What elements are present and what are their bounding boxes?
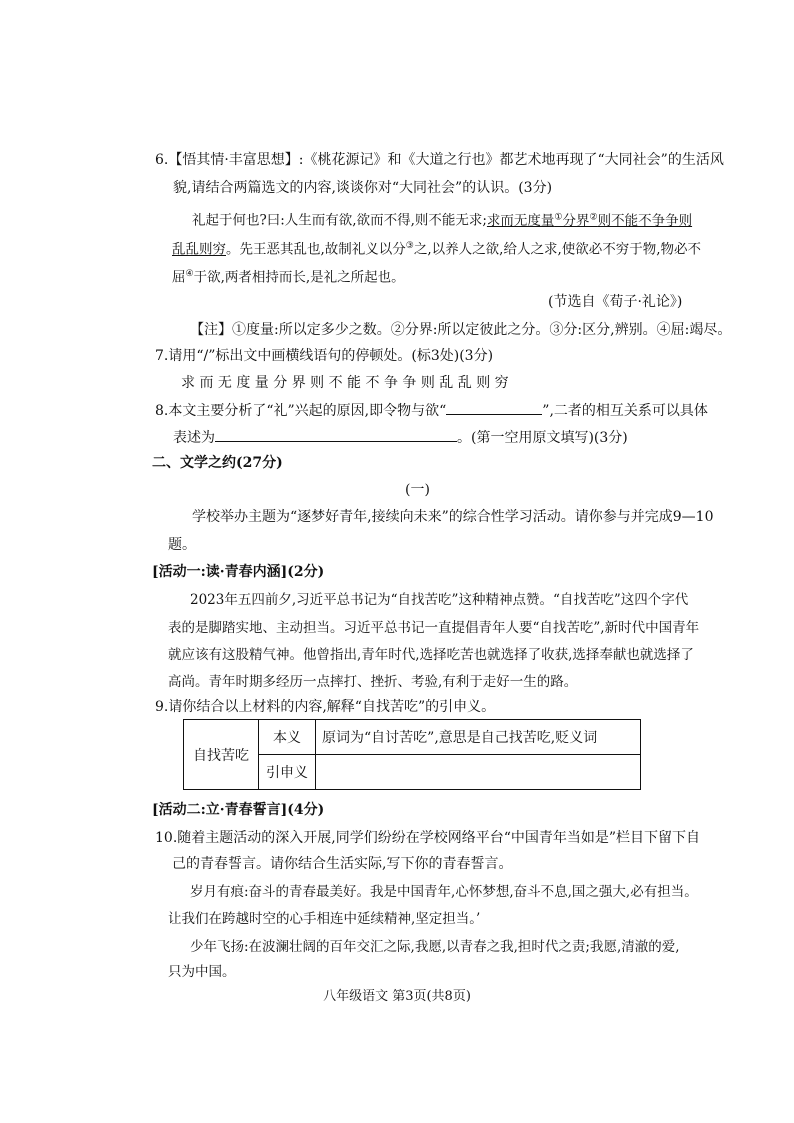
q10-sample2-line1: 少年飞扬:在波澜壮阔的百年交汇之际,我愿,以青春之我,担时代之责;我愿,清澈的爱,	[190, 939, 680, 955]
q9-table	[183, 719, 641, 790]
q9-term: 自找苦吃	[184, 720, 259, 790]
q9-line: 9.请你结合以上材料的内容,解释“自找苦吃”的引申义。	[155, 699, 496, 715]
activity1-title: [活动一:读·青春内涵](2分)	[152, 564, 325, 580]
q10-line1: 10.随着主题活动的深入开展,同学们纷纷在学校网络平台“中国青年当如是”栏目下留下自	[155, 830, 701, 846]
intro-line2: 题。	[168, 537, 196, 553]
activity1-p2: 表的是脚踏实地、主动担当。习近平总书记一直提倡青年人要“自找苦吃”,新时代中国青年	[168, 620, 700, 636]
section2-sub: (一)	[405, 482, 430, 498]
q6-line1: 6.【悟其情·丰富思想】:《桃花源记》和《大道之行也》都艺术地再现了“大同社会”的生活风	[155, 152, 724, 168]
q10-sample1-line2: 让我们在跨越时空的心手相连中延续精神,坚定担当。’	[168, 911, 481, 927]
passage-line3: 屈④于欲,两者相持而长,是礼之所起也。	[172, 269, 405, 286]
section2-title: 二、文学之约(27分)	[152, 455, 283, 471]
q7-line1: 7.请用“/”标出文中画横线语句的停顿处。(标3处)(3分)	[155, 348, 494, 364]
q10-sample1-line1: 岁月有痕:奋斗的青春最美好。我是中国青年,心怀梦想,奋斗不息,国之强大,必有担当。	[190, 884, 698, 900]
passage-text: 礼起于何也?曰:人生而有欲,欲而不得,则不能无求;	[192, 212, 487, 229]
q7-sentence: 求 而 无 度 量 分 界 则 不 能 不 争 争 则 乱 乱 则 穷	[181, 375, 509, 391]
underlined-sentence-part1: 求而无度量①分界②则不能不争争则	[486, 212, 693, 229]
activity1-p3: 就应该有这股精气神。他曾指出,青年时代,选择吃苦也就选择了收获,选择奉献也就选择了	[168, 647, 694, 663]
passage-line1	[192, 207, 692, 231]
q8-blank1[interactable]	[446, 400, 542, 415]
passage-note: 【注】①度量:所以定多少之数。②分界:所以定彼此之分。③分:区分,辨别。④屈:竭尽。	[190, 322, 732, 338]
passage-source: (节选自《荀子·礼论》)	[548, 294, 683, 310]
q8-line2: 表述为 。(第一空用原文填写)(3分)	[173, 427, 628, 448]
activity1-p4: 高尚。青年时期多经历一点摔打、挫折、考验,有利于走好一生的路。	[168, 674, 578, 690]
underlined-sentence-part2: 乱乱则穷	[172, 241, 226, 258]
activity2-title: [活动二:立·青春誓言](4分)	[152, 802, 325, 818]
passage-line2: 乱乱则穷。先王恶其乱也,故制礼义以分③之,以养人之欲,给人之求,使欲必不穷于物,物必不	[172, 241, 702, 258]
q8-blank2[interactable]	[215, 427, 457, 442]
q6-line2: 貌,请结合两篇选文的内容,谈谈你对“大同社会”的认识。(3分)	[173, 180, 553, 196]
q8-line1: 8.本文主要分析了“礼”兴起的原因,即令物与欲“ ”,二者的相互关系可以具体	[155, 400, 708, 421]
q10-line2: 己的青春誓言。请你结合生活实际,写下你的青春誓言。	[172, 856, 513, 872]
q9-row2-label: 引申义	[259, 755, 316, 790]
page-footer: 八年级语文 第3页(共8页)	[323, 989, 471, 1004]
q9-row1-value: 原词为“自讨苦吃”,意思是自己找苦吃,贬义词	[316, 720, 641, 755]
intro-line1: 学校举办主题为“逐梦好青年,接续向未来”的综合性学习活动。请你参与并完成9—10	[192, 509, 714, 525]
q10-sample2-line2: 只为中国。	[168, 964, 236, 980]
q9-answer-cell[interactable]	[316, 755, 641, 790]
activity1-p1: 2023年五四前夕,习近平总书记为“自找苦吃”这种精神点赞。“自找苦吃”这四个字代	[190, 592, 689, 608]
q9-row1-label: 本义	[259, 720, 316, 755]
